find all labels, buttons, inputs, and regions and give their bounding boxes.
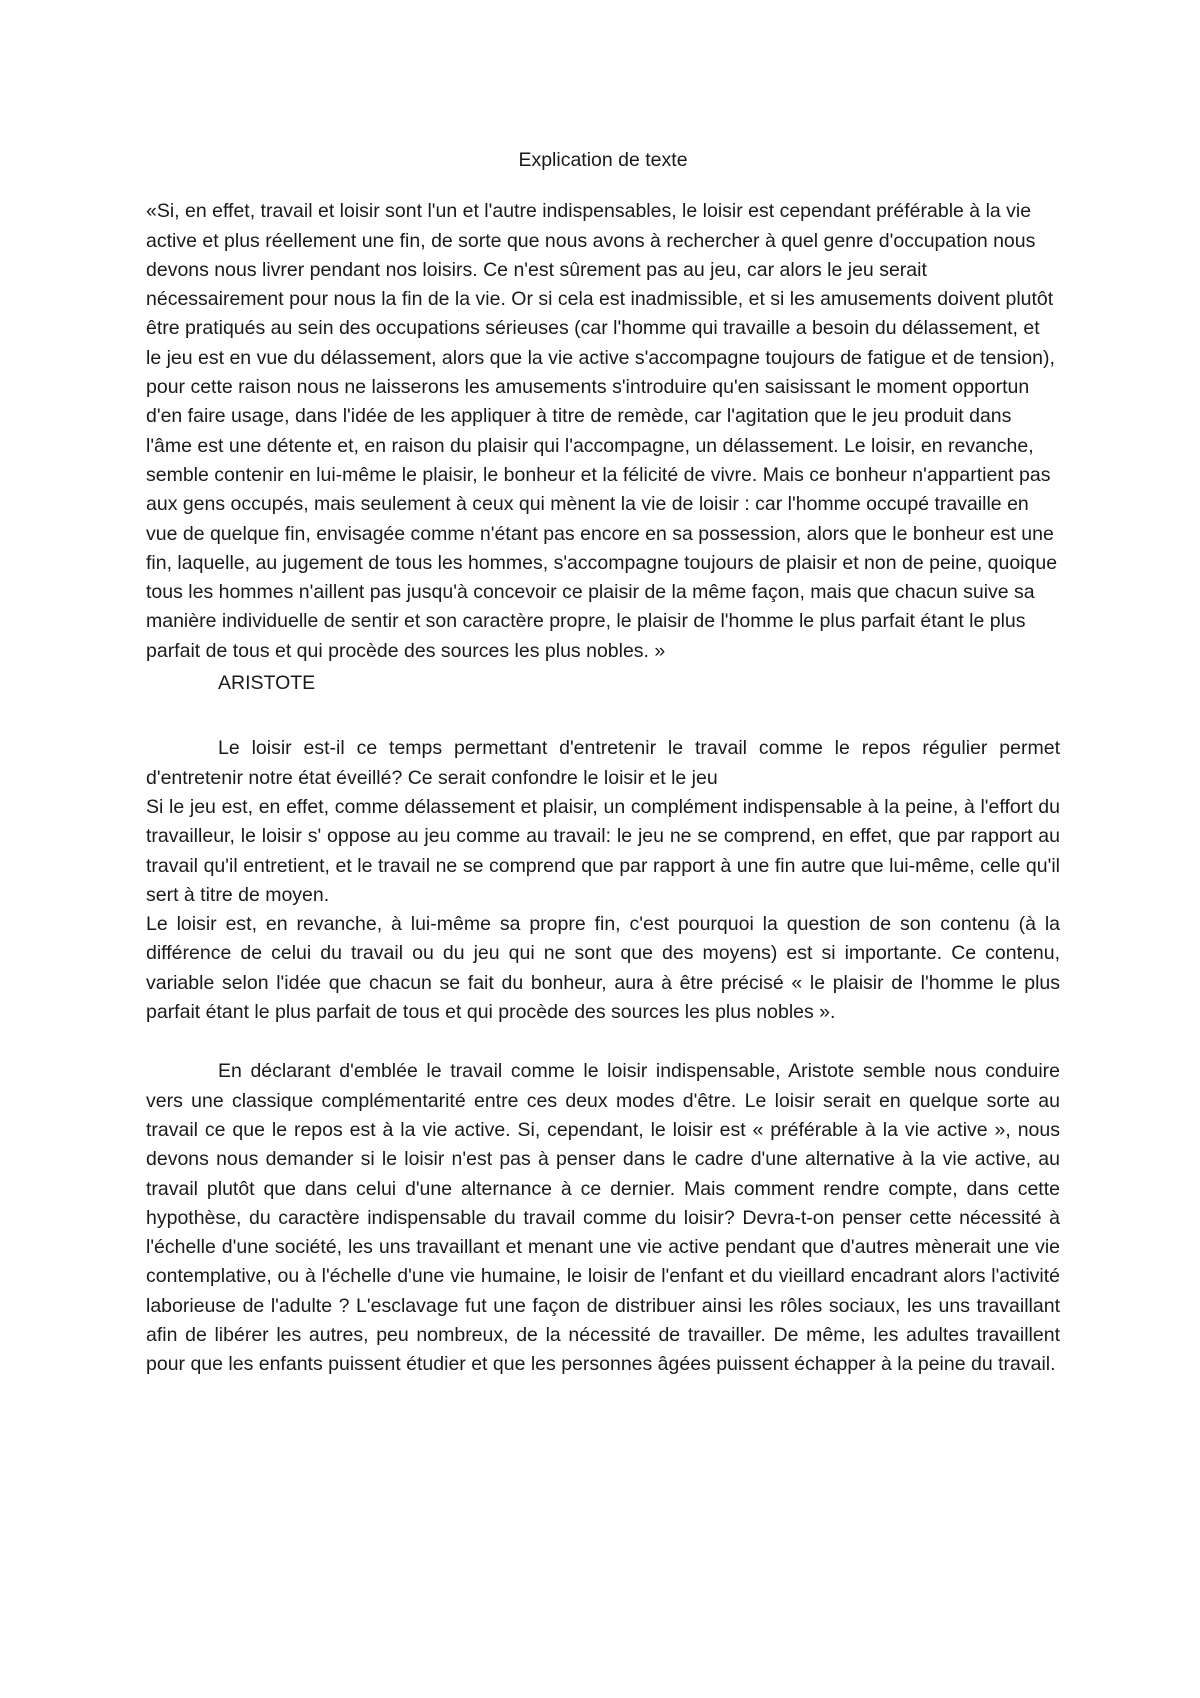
- paragraph-intro: Le loisir est-il ce temps permettant d'entretenir le travail comme le repos régulier permet d'entretenir notre état éveillé? Ce serait confondre le loisir et le jeu: [146, 737, 1060, 789]
- paragraph-loisir: Le loisir est, en revanche, à lui-même sa propre fin, c'est pourquoi la question de son contenu (à la différence de celui du travail ou du jeu qui ne sont que des moyens) est si importante. Ce contenu, variable selon l'idée que chacun se fait du bonheur, aura à être précisé « le plaisir de l'homme le plus parfait étant le plus parfait de tous et qui procède des sources les plus nobles ».: [146, 913, 1060, 1024]
- document-title: Explication de texte: [518, 149, 688, 171]
- aristotle-quote: «Si, en effet, travail et loisir sont l'un et l'autre indispensables, le loisir est cependant préférable à la vie active et plus réellement une fin, de sorte que nous avons à rechercher à quel genre d'occupation nous devons nous livrer pendant nos loisirs. Ce n'est sûrement pas au jeu, car alors le jeu serait nécessairement pour nous la fin de la vie. Or si cela est inadmissible, et si les amusements doivent plutôt être pratiqués au sein des occupations sérieuses (car l'homme qui travaille a besoin du délassement, et le jeu est en vue du délassement, alors que la vie active s'accompagne toujours de fatigue et de tension), pour cette raison nous ne laisserons les amusements s'introduire qu'en saisissant le moment opportun d'en faire usage, dans l'idée de les appliquer à titre de remède, car l'agitation que le jeu produit dans l'âme est une détente et, en raison du plaisir qui l'accompagne, un délassement. Le loisir, en revanche, semble contenir en lui-même le plaisir, le bonheur et la félicité de vivre. Mais ce bonheur n'appartient pas aux gens occupés, mais seulement à ceux qui mènent la vie de loisir : car l'homme occupé travaille en vue de quelque fin, envisagée comme n'étant pas encore en sa possession, alors que le bonheur est une fin, laquelle, au jugement de tous les hommes, s'accompagne toujours de plaisir et non de peine, quoique tous les hommes n'aillent pas jusqu'à concevoir ce plaisir de la même façon, mais que chacun suive sa manière individuelle de sentir et son caractère propre, le plaisir de l'homme le plus parfait étant le plus parfait de tous et qui procède des sources les plus nobles. »: [146, 200, 1058, 662]
- paragraph-analyse: En déclarant d'emblée le travail comme le loisir indispensable, Aristote semble nous conduire vers une classique complémentarité entre ces deux modes d'être. Le loisir serait en quelque sorte au travail ce que le repos est à la vie active. Si, cependant, le loisir est « préférable à la vie active », nous devons nous demander si le loisir n'est pas à penser dans le cadre d'une alternative à la vie active, au travail plutôt que dans celui d'une alternance à ce dernier. Mais comment rendre compte, dans cette hypothèse, du caractère indispensable du travail comme du loisir? Devra-t-on penser cette nécessité à l'échelle d'une société, les uns travaillant et menant une vie active pendant que d'autres mènerait une vie contemplative, ou à l'échelle d'une vie humaine, le loisir de l'enfant et du vieillard encadrant alors l'activité laborieuse de l'adulte ? L'esclavage fut une façon de distribuer ainsi les rôles sociaux, les uns travaillant afin de libérer les autres, peu nombreux, de la nécessité de travailler. De même, les adultes travaillent pour que les enfants puissent étudier et que les personnes âgées puissent échapper à la peine du travail.: [146, 1060, 1060, 1376]
- quote-author: ARISTOTE: [218, 672, 316, 695]
- paragraph-jeu: Si le jeu est, en effet, comme délassement et plaisir, un complément indispensable à la peine, à l'effort du travailleur, le loisir s' oppose au jeu comme au travail: le jeu ne se comprend, en effet, que par rapport au travail qu'il entretient, et le travail ne se comprend que par rapport à une fin autre que lui-même, celle qu'il sert à titre de moyen.: [146, 795, 1060, 906]
- document-body: [146, 146, 1060, 1380]
